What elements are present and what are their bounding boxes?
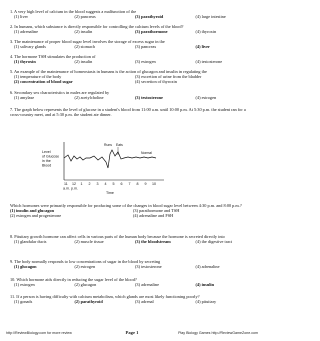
x-tick: 12 <box>72 182 76 186</box>
answer-option-correct[interactable]: (4) insulin <box>195 282 215 288</box>
answer-option[interactable]: (4) pituitary <box>195 299 217 305</box>
answer-options <box>10 239 256 244</box>
x-tick: 9 <box>144 182 147 186</box>
answer-option[interactable]: (4) thyroxin <box>195 29 217 35</box>
answer-options <box>10 59 256 64</box>
question-stem: 6. Secondary sex characteristics in males are regulated by <box>10 90 110 95</box>
graph-annotation: Runs <box>104 143 112 147</box>
answer-option[interactable]: (2) insulin <box>74 29 93 35</box>
x-ampm: p.m. <box>71 186 78 191</box>
graph-ylabel: Level <box>42 150 51 154</box>
answer-option[interactable]: (2) insulin <box>74 59 93 65</box>
answer-option-correct[interactable]: (3) parathyroid <box>135 14 164 20</box>
x-tick: 11 <box>64 182 68 186</box>
question-stem: 5. An example of the maintenance of homeostasis in humans is the action of glucagon and insulin in regulating the <box>10 69 207 74</box>
question-stem: 10. Which hormone aids directly in reducing the sugar level of the blood? <box>10 277 137 282</box>
answer-option-correct[interactable]: (1) thyroxin <box>14 59 36 65</box>
answer-option[interactable]: (4) testosterone <box>195 59 223 65</box>
question-9 <box>10 259 256 269</box>
answer-option[interactable]: (2) glucagon <box>74 282 97 288</box>
question-stem: Which hormones were primarily responsible for producing some of the changes in blood sugar level between 4:30 p.m. and 8:00 p.m.? <box>10 203 242 208</box>
answer-option-correct[interactable]: (3) the bloodstream <box>135 239 171 245</box>
question-10 <box>10 277 256 287</box>
answer-option-correct[interactable]: (2) concentration of blood sugar <box>14 79 73 85</box>
answer-options <box>10 95 256 100</box>
glucose-graph <box>40 138 200 198</box>
answer-option[interactable]: (4) adrenaline <box>195 264 220 270</box>
answer-options <box>10 29 256 34</box>
graph-ylabel: Blood <box>42 163 52 168</box>
answer-option[interactable]: (4) secretion of thyroxin <box>135 79 177 85</box>
answer-option[interactable]: (1) salivary glands <box>14 44 46 50</box>
question-stem: 3. The maintenance of proper blood sugar level involves the storage of excess sugar in the <box>10 39 165 44</box>
question-stem: 4. The hormone TSH stimulates the production of <box>10 54 96 59</box>
question-7-followup <box>10 203 256 218</box>
question-stem: 2. In humans, which substance is directly responsible for controlling the calcium levels of the blood? <box>10 24 184 29</box>
answer-option[interactable]: (2) estrogen and progesterone <box>10 213 62 219</box>
question-stem: 7. The graph below represents the level of glucose in a student's blood from 11:00 a.m. until 10:00 p.m. At 5:30 p.m. the student ran for a cross-country meet, and at 5:30 p.m. the student ate dinner. <box>10 107 246 118</box>
question-2 <box>10 24 256 34</box>
answer-option-correct[interactable]: (1) glucagon <box>14 264 37 270</box>
answer-option[interactable]: (1) temperature of the body <box>14 74 62 80</box>
answer-option[interactable]: (2) acetylcholine <box>74 95 104 101</box>
answer-option[interactable]: (3) adrenal <box>135 299 154 305</box>
answer-options <box>10 74 256 84</box>
answer-option[interactable]: (4) the digestive tract <box>195 239 233 245</box>
page-footer <box>6 330 258 337</box>
answer-option[interactable]: (2) stomach <box>74 44 95 50</box>
x-ampm: a.m. <box>63 186 70 191</box>
answer-option[interactable]: (3) parathormone and TSH <box>133 208 180 214</box>
answer-option[interactable]: (1) estrogen <box>14 282 35 288</box>
answer-option[interactable]: (3) adrenaline <box>135 282 159 288</box>
footer-link-review[interactable]: http://ReviewBiology.com for more review <box>6 331 72 335</box>
graph-ylabel: of Glucose <box>42 154 60 159</box>
x-tick: 2 <box>88 182 91 186</box>
question-7 <box>10 107 256 117</box>
answer-option[interactable]: (4) estrogen <box>195 95 217 101</box>
answer-options <box>10 14 256 19</box>
question-11 <box>10 294 256 304</box>
answer-option[interactable]: (2) pancreas <box>74 14 96 20</box>
x-axis-label: Time <box>106 191 114 195</box>
answer-options <box>10 299 256 304</box>
answer-option[interactable]: (2) muscle tissue <box>74 239 104 245</box>
answer-options <box>10 282 256 287</box>
answer-option-correct[interactable]: (4) liver <box>195 44 210 50</box>
question-stem: 8. Pituitary growth hormone can affect cells in various parts of the human body because the hormone is secreted directly into <box>10 234 225 239</box>
x-tick: 7 <box>128 182 131 186</box>
answer-option[interactable]: (3) pancreas <box>135 44 157 50</box>
question-8 <box>10 234 256 244</box>
question-5 <box>10 69 256 84</box>
answer-options <box>10 44 256 49</box>
x-tick: 5 <box>112 182 115 186</box>
question-1 <box>10 9 256 19</box>
answer-option[interactable]: (1) adrenaline <box>14 29 38 35</box>
page-number: Page 1 <box>125 330 139 335</box>
footer-link-games[interactable]: Play Biology Games http://ReviewGameZone.com <box>178 331 258 335</box>
x-tick: 8 <box>136 182 139 186</box>
x-tick: 3 <box>96 182 99 186</box>
x-tick: 4 <box>104 182 107 186</box>
answer-option-correct[interactable]: (2) parathyroid <box>74 299 103 305</box>
answer-options <box>10 264 256 269</box>
question-stem: 1. A very high level of calcium in the blood suggests a malfunction of the <box>10 9 137 14</box>
graph-annotation: Normal <box>141 151 152 155</box>
answer-option[interactable]: (3) excretion of urine from the bladder <box>135 74 202 80</box>
answer-option-correct[interactable]: (3) testosterone <box>135 95 163 101</box>
answer-option-correct[interactable]: (3) parathormone <box>135 29 168 35</box>
answer-option[interactable]: (1) liver <box>14 14 28 20</box>
answer-option[interactable]: (2) estrogen <box>74 264 96 270</box>
answer-options <box>10 208 256 218</box>
question-3 <box>10 39 256 49</box>
question-stem: 9. The body normally responds to low concentrations of sugar in the blood by secreting <box>10 259 161 264</box>
x-tick: 1 <box>80 182 83 186</box>
question-6 <box>10 90 256 100</box>
answer-option[interactable]: (4) large intestine <box>195 14 226 20</box>
answer-option[interactable]: (1) gonads <box>14 299 33 305</box>
x-tick: 10 <box>152 182 156 186</box>
question-stem: 11. If a person is having difficulty with calcium metabolism, which glands are most likely functioning poorly? <box>10 294 200 299</box>
x-tick: 6 <box>120 182 123 186</box>
answer-option-correct[interactable]: (1) insulin and glucagon <box>10 208 55 214</box>
graph-annotation: Eats <box>116 143 123 147</box>
graph-ylabel: in the <box>42 159 51 163</box>
answer-option[interactable]: (3) testosterone <box>135 264 162 270</box>
answer-option[interactable]: (3) estrogen <box>135 59 156 65</box>
answer-option[interactable]: (1) amylase <box>14 95 35 101</box>
question-4 <box>10 54 256 64</box>
answer-option[interactable]: (1) glandular ducts <box>14 239 47 245</box>
answer-option[interactable]: (4) adrenaline and FSH <box>133 213 174 219</box>
